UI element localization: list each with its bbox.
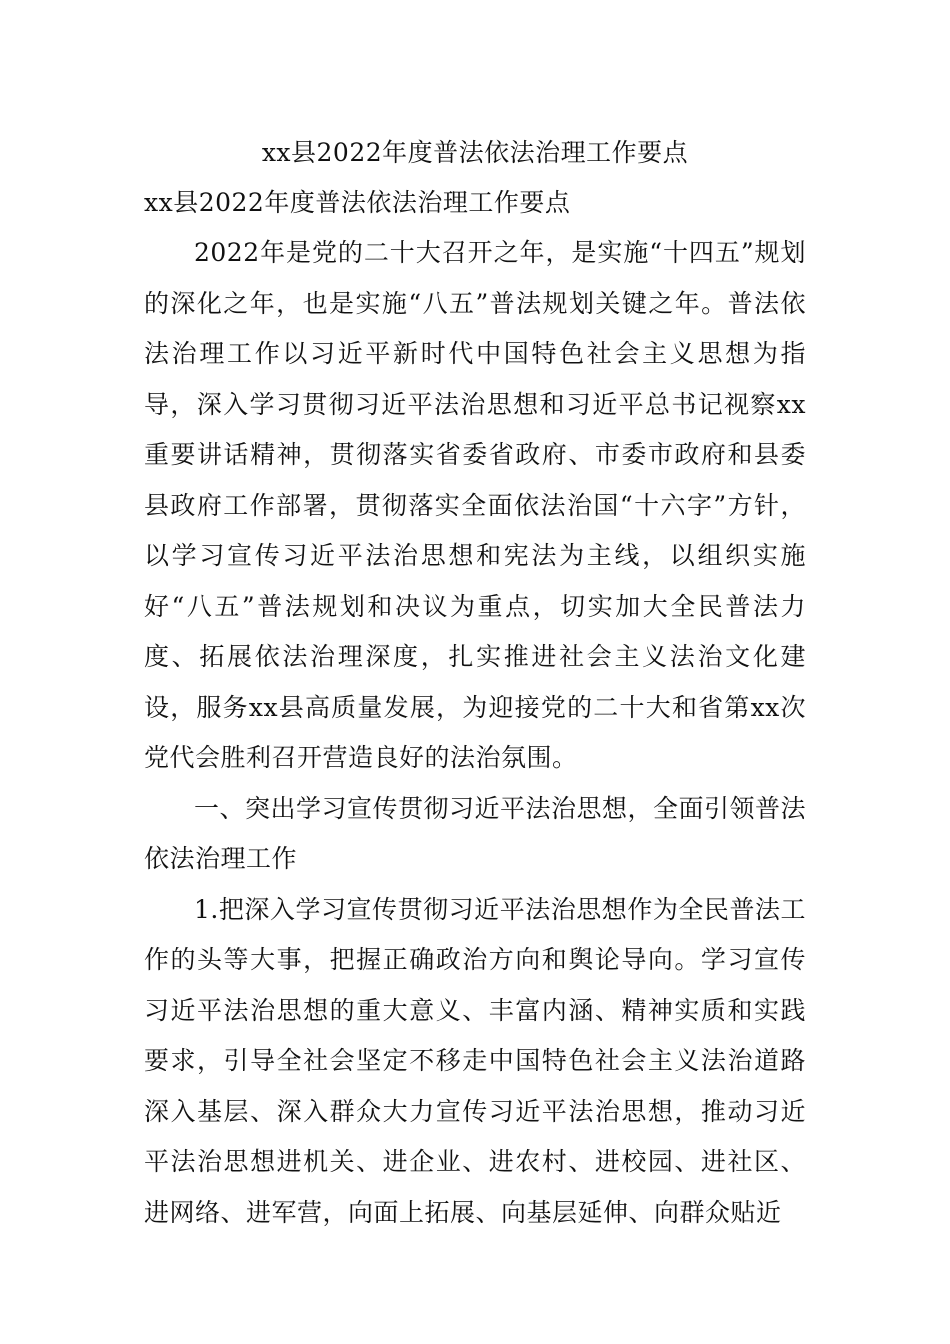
paragraph-intro: 2022年是党的二十大召开之年，是实施“十四五”规划的深化之年，也是实施“八五”普法规划关键之年。普法依法治理工作以习近平新时代中国特色社会主义思想为指导，深入学习贯彻习近平法治思想和习近平总书记视察xx重要讲话精神，贯彻落实省委省政府、市委市政府和县委县政府工作部署，贯彻落实全面依法治国“十六字”方针，以学习宣传习近平法治思想和宪法为主线，以组织实施好“八五”普法规划和决议为重点，切实加大全民普法力度、拓展依法治理深度，扎实推进社会主义法治文化建设，服务xx县高质量发展，为迎接党的二十大和省第xx次党代会胜利召开营造良好的法治氛围。 [144,238,806,772]
document-title: xx县2022年度普法依法治理工作要点 [261,138,689,167]
paragraph-item-1: 1.把深入学习宣传贯彻习近平法治思想作为全民普法工作的头等大事，把握正确政治方向和舆论导向。学习宣传习近平法治思想的重大意义、丰富内涵、精神实质和实践要求，引导全社会坚定不移走中国特色社会主义法治道路深入基层、深入群众大力宣传习近平法治思想，推动习近平法治思想进机关、进企业、进农村、进校园、进社区、进网络、进军营，向面上拓展、向基层延伸、向群众贴近 [144,894,806,1227]
section-heading-1: 一、突出学习宣传贯彻习近平法治思想，全面引领普法依法治理工作 [144,793,807,873]
document-subtitle: xx县2022年度普法依法治理工作要点 [144,188,571,217]
